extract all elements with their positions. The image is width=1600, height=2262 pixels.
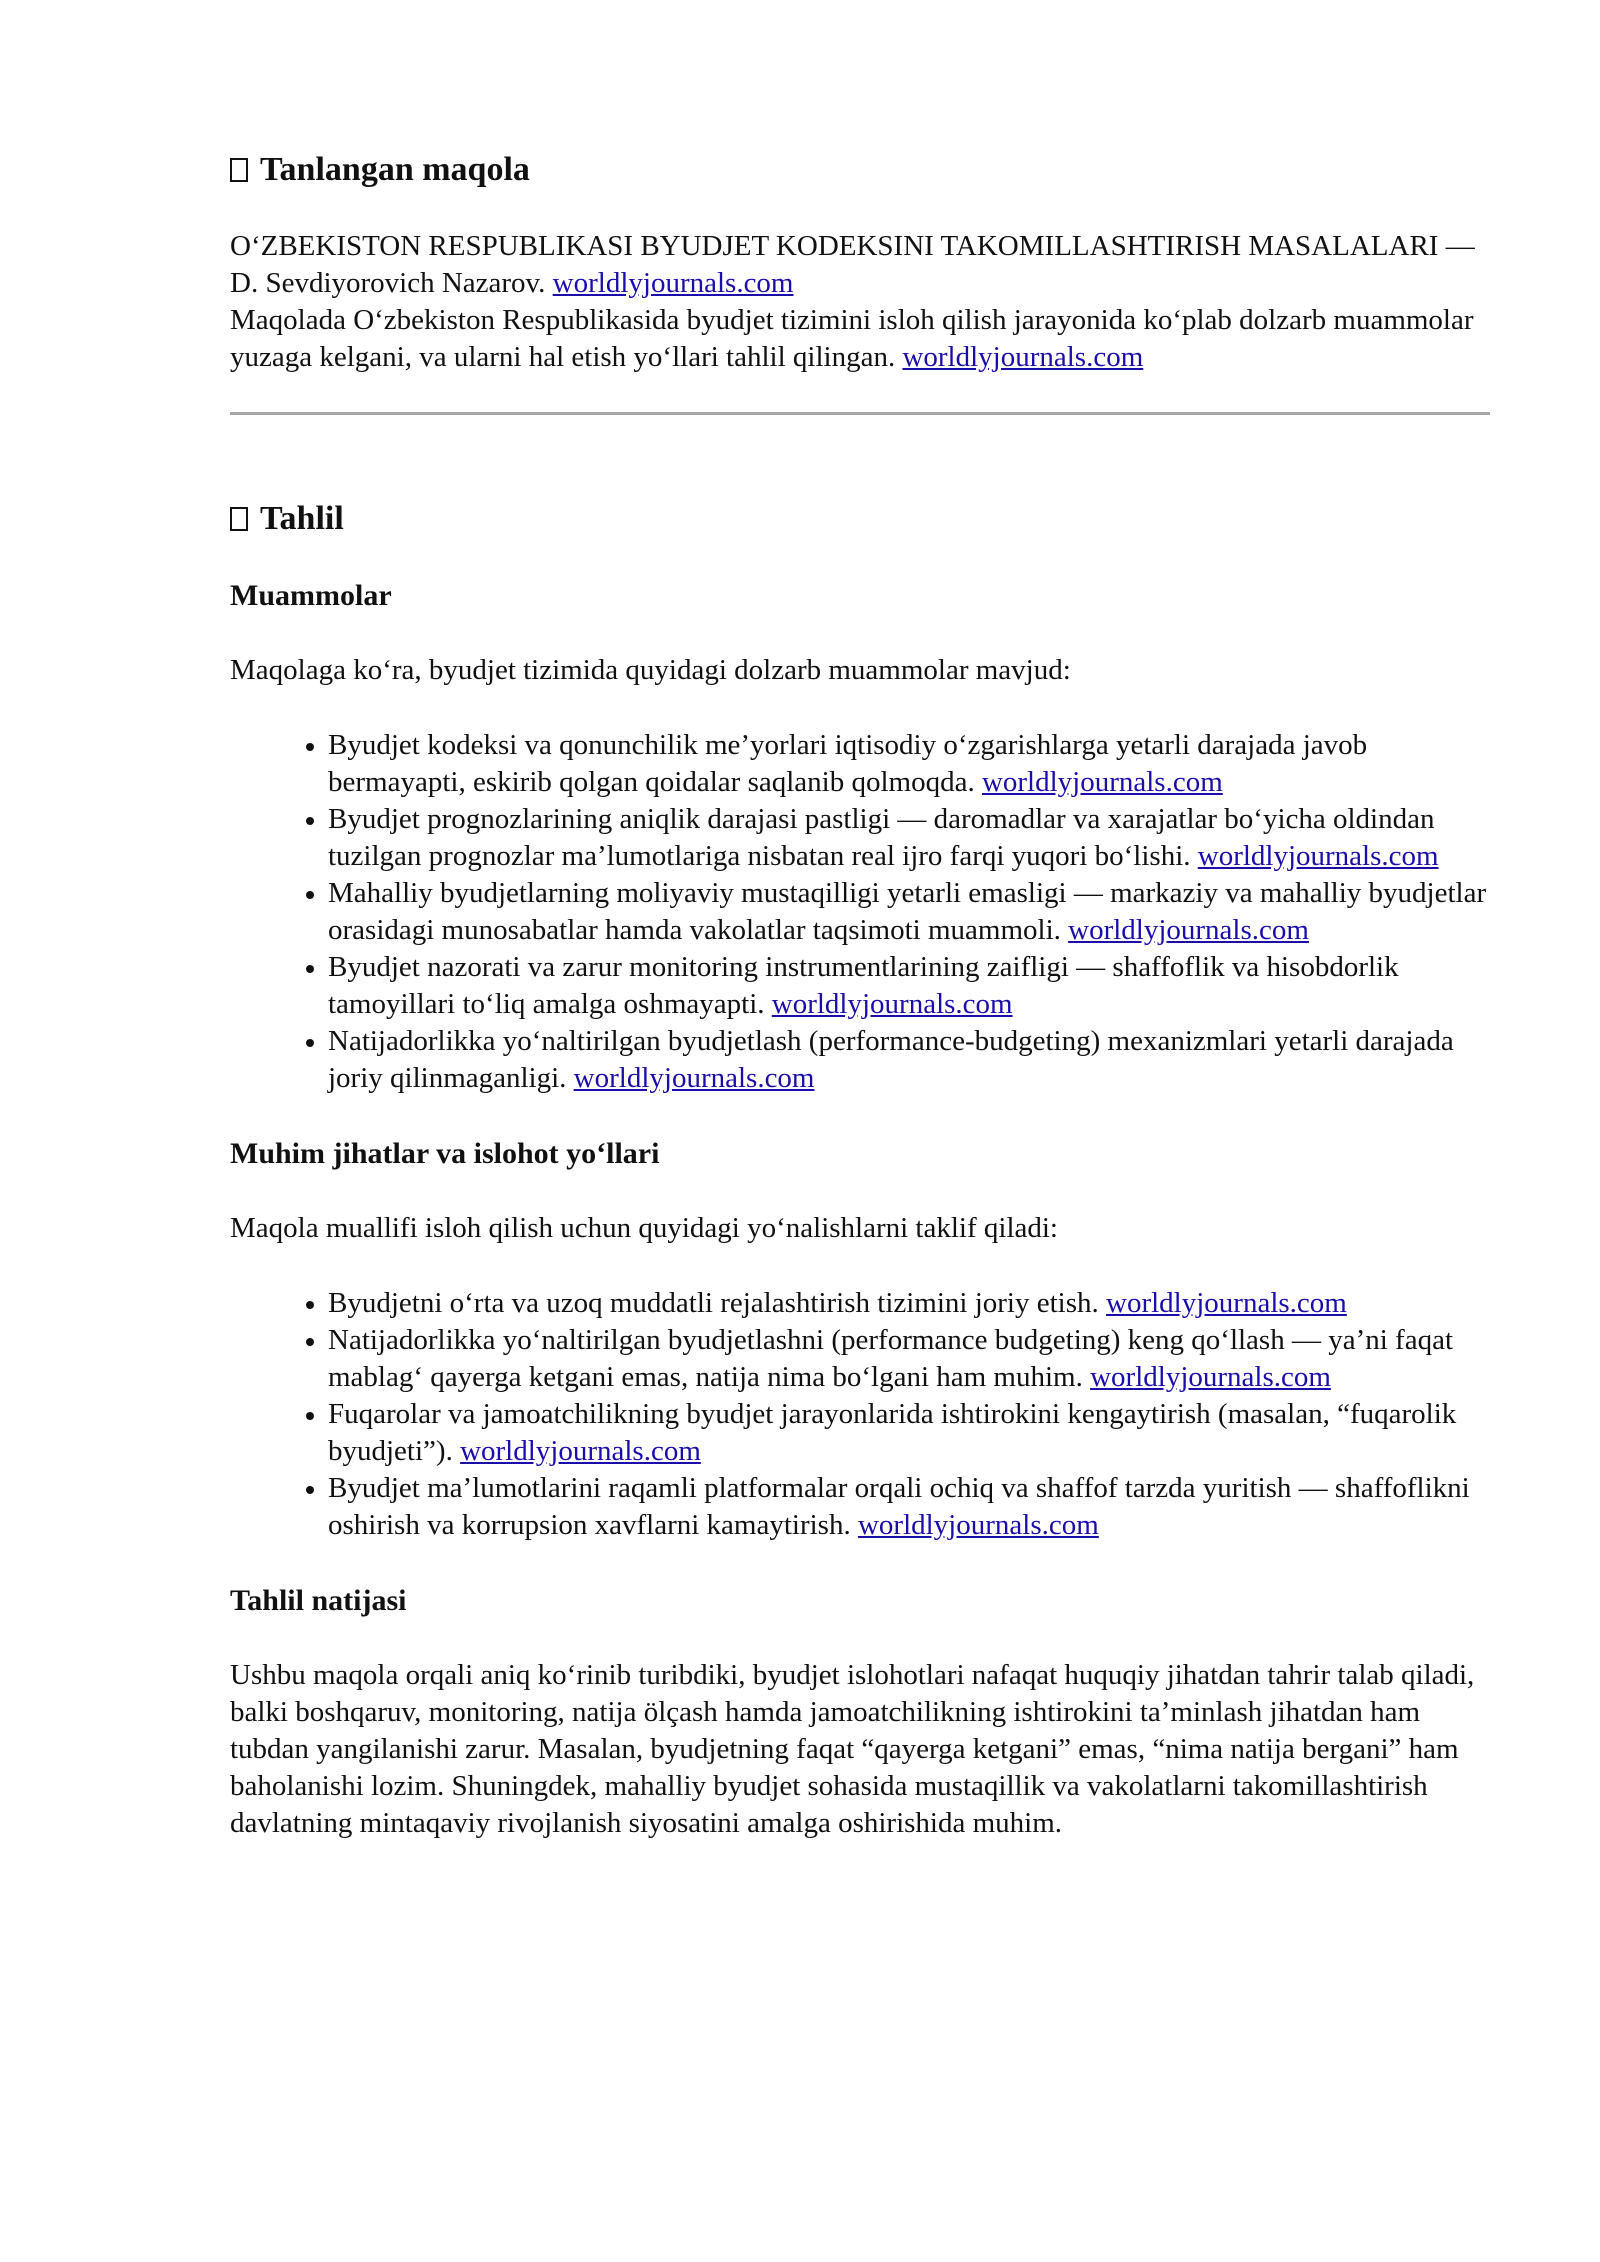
list-item bbox=[328, 1396, 1490, 1470]
list-item-text: Byudjet kodeksi va qonunchilik me’yorlari iqtisodiy o‘zgarishlarga yetarli darajada javob bermayapti, eskirib qolgan qoidalar saqlanib qolmoqda. bbox=[328, 729, 1368, 798]
list-item bbox=[328, 1023, 1490, 1097]
source-link[interactable]: worldlyjournals.com bbox=[573, 1062, 815, 1094]
section-heading-analysis bbox=[230, 499, 1490, 539]
subheading-problems: Muammolar bbox=[230, 579, 392, 612]
list-item bbox=[328, 1470, 1490, 1544]
source-link[interactable]: worldlyjournals.com bbox=[1090, 1361, 1331, 1393]
source-link[interactable]: worldlyjournals.com bbox=[1068, 914, 1309, 946]
source-link[interactable]: worldlyjournals.com bbox=[1106, 1287, 1347, 1319]
missing-glyph-icon bbox=[230, 158, 248, 182]
reforms-list bbox=[230, 1285, 1490, 1544]
source-link[interactable]: worldlyjournals.com bbox=[552, 267, 794, 299]
list-item-text: Mahalliy byudjetlarning moliyaviy mustaqilligi yetarli emasligi — markaziy va mahalliy byudjetlar orasidagi munosabatlar hamda vakolatlar taqsimoti muammoli. bbox=[328, 877, 1487, 946]
list-item bbox=[328, 727, 1490, 801]
article-title: O‘ZBEKISTON RESPUBLIKASI BYUDJET KODEKSINI TAKOMILLASHTIRISH MASALALARI — D. Sevdiyorovich Nazarov. bbox=[230, 230, 1475, 299]
problems-intro: Maqolaga ko‘ra, byudjet tizimida quyidagi dolzarb muammolar mavjud: bbox=[230, 654, 1071, 686]
list-item bbox=[328, 949, 1490, 1023]
source-link[interactable]: worldlyjournals.com bbox=[1197, 840, 1439, 872]
source-link[interactable]: worldlyjournals.com bbox=[857, 1509, 1099, 1541]
list-item bbox=[328, 1285, 1490, 1322]
list-item-text: Byudjet ma’lumotlarini raqamli platformalar orqali ochiq va shaffof tarzda yuritish — shaffoflikni oshirish va korrupsion xavflarni kamaytirish. bbox=[328, 1472, 1470, 1541]
list-item-text: Byudjet nazorati va zarur monitoring instrumentlarining zaifligi — shaffoflik va hisobdorlik tamoyillari to‘liq amalga oshmayapti. bbox=[328, 951, 1399, 1020]
horizontal-divider bbox=[230, 412, 1490, 415]
list-item-text: Byudjetni o‘rta va uzoq muddatli rejalashtirish tizimini joriy etish. bbox=[328, 1287, 1099, 1319]
article-summary bbox=[230, 302, 1490, 376]
article-citation bbox=[230, 228, 1490, 302]
reforms-intro: Maqola muallifi isloh qilish uchun quyidagi yo‘nalishlarni taklif qiladi: bbox=[230, 1212, 1058, 1244]
missing-glyph-icon bbox=[230, 507, 248, 531]
section-heading-text: Tahlil bbox=[260, 500, 344, 537]
list-item bbox=[328, 1322, 1490, 1396]
source-link[interactable]: worldlyjournals.com bbox=[981, 766, 1223, 798]
list-item-text: Byudjet prognozlarining aniqlik darajasi pastligi — daromadlar va xarajatlar bo‘yicha oldindan tuzilgan prognozlar ma’lumotlariga nisbatan real ijro farqi yuqori bo‘lishi. bbox=[328, 803, 1435, 872]
subheading-reforms: Muhim jihatlar va islohot yo‘llari bbox=[230, 1137, 660, 1170]
list-item bbox=[328, 875, 1490, 949]
source-link[interactable]: worldlyjournals.com bbox=[771, 988, 1013, 1020]
problems-list bbox=[230, 727, 1490, 1097]
subheading-conclusion: Tahlil natijasi bbox=[230, 1584, 407, 1617]
summary-text: Maqolada O‘zbekiston Respublikasida byudjet tizimini isloh qilish jarayonida ko‘plab dolzarb muammolar yuzaga kelgani, va ularni hal etish yo‘llari tahlil qilingan. bbox=[230, 304, 1474, 373]
list-item bbox=[328, 801, 1490, 875]
section-heading-selected-article bbox=[230, 150, 1490, 190]
source-link[interactable]: worldlyjournals.com bbox=[460, 1435, 701, 1467]
source-link[interactable]: worldlyjournals.com bbox=[902, 341, 1144, 373]
list-item-text: Natijadorlikka yo‘naltirilgan byudjetlash (performance-budgeting) mexanizmlari yetarli darajada joriy qilinmaganligi. bbox=[328, 1025, 1454, 1094]
list-item-text: Natijadorlikka yo‘naltirilgan byudjetlashni (performance budgeting) keng qo‘llash — ya’ni faqat mablag‘ qayerga ketgani emas, natija nima bo‘lgani ham muhim. bbox=[328, 1324, 1454, 1393]
list-item-text: Fuqarolar va jamoatchilikning byudjet jarayonlarida ishtirokini kengaytirish (masalan, “fuqarolik byudjeti”). bbox=[328, 1398, 1457, 1467]
conclusion-text: Ushbu maqola orqali aniq ko‘rinib turibdiki, byudjet islohotlari nafaqat huquqiy jihatdan tahrir talab qiladi, balki boshqaruv, monitoring, natija ölçash hamda jamoatchilikning ishtirokini ta’minlash jihatdan ham tubdan yangilanishi zarur. Masalan, byudjetning faqat “qayerga ketgani” emas, “nima natija bergani” ham baholanishi lozim. Shuningdek, mahalliy byudjet sohasida mustaqillik va vakolatlarni takomillashtirish davlatning mintaqaviy rivojlanish siyosatini amalga oshirishida muhim. bbox=[230, 1659, 1475, 1839]
section-heading-text: Tanlangan maqola bbox=[260, 151, 530, 188]
